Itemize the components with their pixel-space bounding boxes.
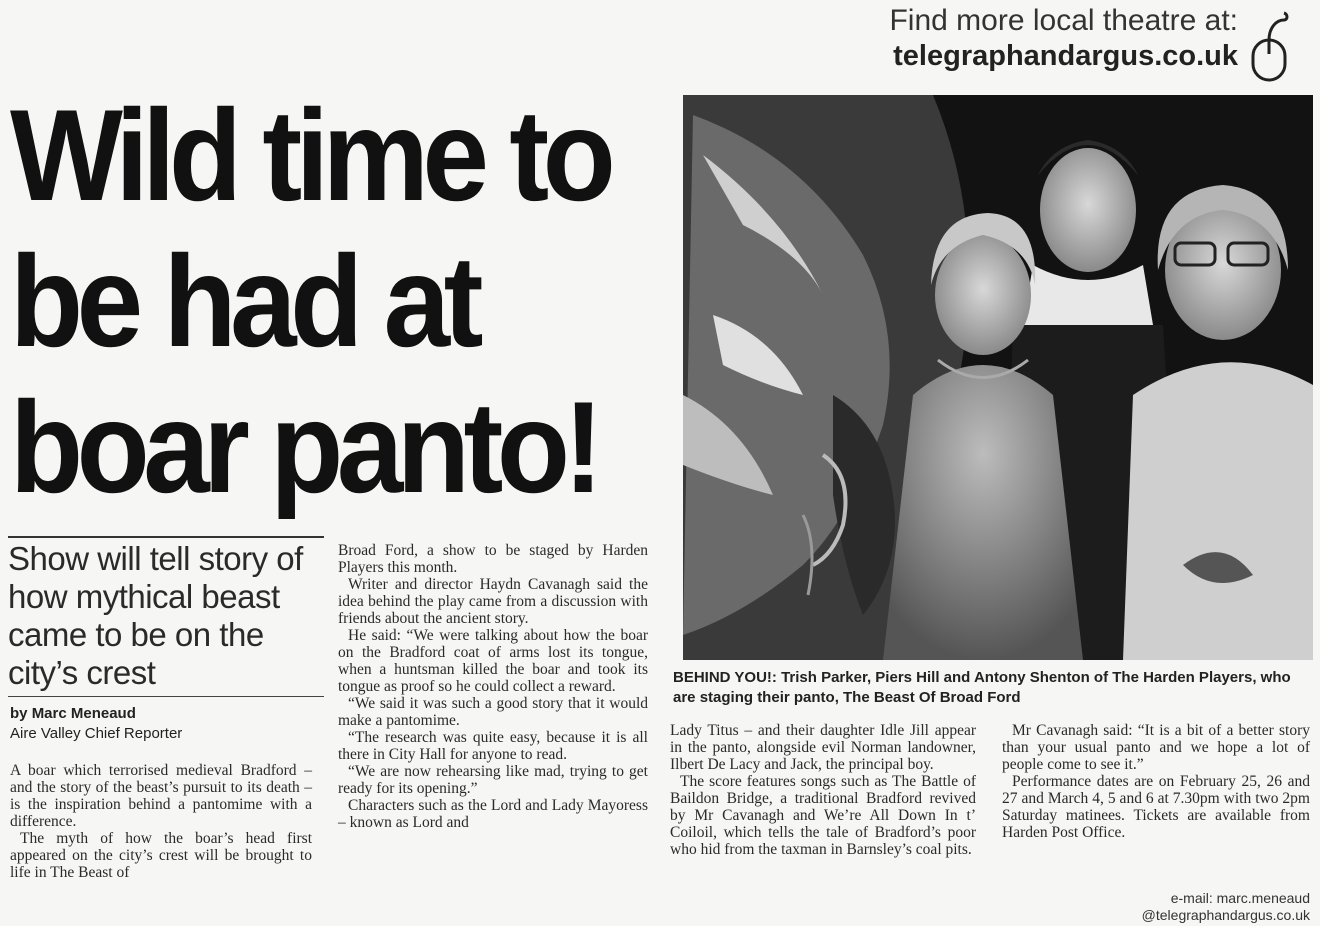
headline: [10, 82, 626, 520]
paragraph: “We are now rehearsing like mad, trying to get ready for its opening.”: [338, 763, 648, 797]
author-email[interactable]: e-mail: marc.meneaud: [1170, 890, 1310, 906]
author-contact: [1002, 890, 1310, 924]
article-column-4: [1002, 722, 1310, 841]
paragraph: The score features songs such as The Battle of Baildon Bridge, a traditional Bradford revived by Mr Cavanagh and We’re All Down In t’ Coiloil, which tells the tale of Bradford’s poor who hid from the taxman in Barnsley’s coal pits.: [670, 773, 976, 858]
author-twitter[interactable]: @telegraphandargus.co.uk: [1141, 907, 1310, 923]
paragraph: The myth of how the boar’s head first appeared on the city’s crest will be brought to life in The Beast of: [10, 830, 312, 881]
article-column-2: [338, 542, 648, 831]
promo-block: [889, 4, 1238, 74]
paragraph: “The research was quite easy, because it is all there in City Hall for anyone to read.: [338, 729, 648, 763]
paragraph: Writer and director Haydn Cavanagh said the idea behind the play came from a discussion with friends about the ancient story.: [338, 576, 648, 627]
byline: [10, 704, 182, 744]
byline-name: Marc Meneaud: [31, 705, 136, 722]
cast-photo-illustration: [683, 95, 1313, 660]
byline-rule: [8, 696, 324, 697]
article-column-3: [670, 722, 976, 858]
paragraph: Broad Ford, a show to be staged by Harden Players this month.: [338, 542, 648, 576]
paragraph: Mr Cavanagh said: “It is a bit of a better story than your usual panto and we hope a lot of people come to see it.”: [1002, 722, 1310, 773]
paragraph: He said: “We were talking about how the boar on the Bradford coat of arms lost its tongue, when a huntsman killed the boar and took its tongue as proof so he could collect a reward.: [338, 627, 648, 695]
headline-line: boar panto!: [10, 374, 597, 520]
standfirst: Show will tell story of how mythical beast came to be on the city’s crest: [8, 540, 303, 691]
headline-line: be had at: [10, 228, 478, 374]
cast-photo: [683, 95, 1313, 660]
paragraph: “We said it was such a good story that it would make a pantomime.: [338, 695, 648, 729]
byline-prefix: by: [10, 705, 28, 722]
paragraph: Characters such as the Lord and Lady Mayoress – known as Lord and: [338, 797, 648, 831]
caption-text: Trish Parker, Piers Hill and Antony Shenton of The Harden Players, who are staging their panto, The Beast Of Broad Ford: [673, 669, 1291, 706]
mouse-icon: [1248, 10, 1290, 82]
byline-role: Aire Valley Chief Reporter: [10, 725, 183, 742]
paragraph: Lady Titus – and their daughter Idle Jill appear in the panto, alongside evil Norman landowner, Ilbert De Lacy and Jack, the principal boy.: [670, 722, 976, 773]
caption-tag: BEHIND YOU!:: [673, 669, 777, 686]
promo-website-link[interactable]: telegraphandargus.co.uk: [893, 40, 1238, 72]
promo-line: Find more local theatre at:: [889, 4, 1238, 37]
paragraph: Performance dates are on February 25, 26 and 27 and March 4, 5 and 6 at 7.30pm with two 2pm Saturday matinees. Tickets are available from Harden Post Office.: [1002, 773, 1310, 841]
headline-line: Wild time to: [10, 82, 610, 228]
photo-caption: [673, 668, 1313, 708]
standfirst-rule: [8, 536, 324, 538]
paragraph: A boar which terrorised medieval Bradford – and the story of the beast’s pursuit to its death – is the inspiration behind a pantomime with a difference.: [10, 762, 312, 830]
article-column-1: [10, 762, 312, 881]
